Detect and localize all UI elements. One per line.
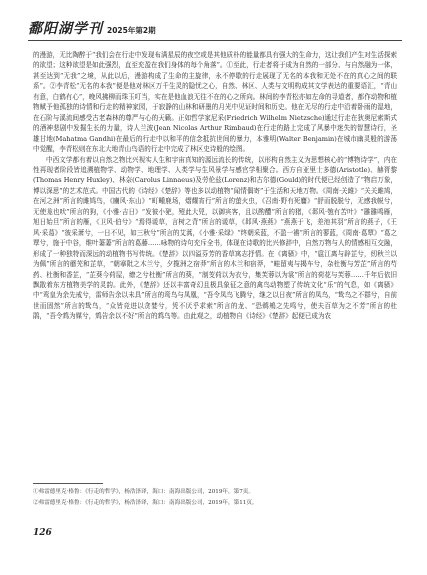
footnote: ②弗雷德里克·格鲁：《行走的哲学》，杨浩泽译，海口：南海出版公司，2019年，第11页。 (33, 500, 258, 506)
running-header (28, 16, 408, 38)
footnotes (33, 487, 397, 509)
paragraph: 的漫游，无比陶醉于“我们会在行走中发现布满星辰的夜空或是其他质朴的能量都具有强大的生命力，这让我们产生对生活探索的欲望；这种欲望是如此强烈，直至充盈在我们身体的每个角落”。①至此，行走者将于成为自然的一部分、与自然融为一体，甚至达到“无我”之境，从此以后，漫游构成了生命的主旋律，永不停歇的行走展现了无名的本我和无处不在的真心之间的联系”。②李青松“无名的本我”便是他对林区万千生灵的隐忧之心，自然、林区、人类与文明构成其文学表达的重要语汇，“青山有意，白鹤有心”，晚风拂柳而珠玉叮当，实在是他血浪无往不在的心之所向。林间的李青松亦如左命的寻道者，都作动物和植物赋予他孤独的诗情和行走的精神家园，于寂静的山林和研墨的月光中见证时间和历史。他在无尽的行走中沿着卧雨的湿地，在石阶与溪流间感受古老森林的尊严与心的天籁。正如哲学家尼采(Friedrich Wilhelm Nietzsche)通过行走在狄奥尼索斯式的酒神悲剧中发掘生长的力量，诗人兰波(Jean Nicolas Arthur Rimbaud)在行走的路上完成了风暴中迷失的智慧诗行，圣雄甘地(Mahatma Gandhi)在最后的行走中以和平的信念抵抗世间的暴力，本雅明(Walter Benjamin)在城市幽灵般的游荡中觉醒，李青松则在东北大地青山鸟语的行走中完成了林区史诗般的绘图。 (33, 51, 397, 154)
paragraph: 中西文学都有着以自然之物比兴视实人生和宇宙真知的源远流长的传统，以形构自然主义为思想核心的“博物诗学”，内在性再现者阶段皆追溯植物学、动物学、地理学、人类学与生风景学与感官学相聚合。西方自亚里士多德(Aristotle)、赫胥黎(Thomas Henry Huxley)、林奈(Carolus Linnaeus)及劳伦兹(Lorenz)和古尔德(Gould)的时代便已经创造了“物启万象，博以深思”的艺术范式。中国古代的《诗经》《楚辞》等也多以动植物“闻情偶寄”于生活和天地万物。《周南·关雎》“关关雎鸠，在河之洲”所言的雎鸠鸟，《豳风·东山》“町畽鹿场，熠耀宵行”所言的萤火虫，《召南·野有死麕》“舒而脱脱兮，无感我帨兮，无使尨也吠”所言的狗，《小雅·吉日》“发彼小豝，殪此大兕，以御宾客，且以酌醴”所言的猪，《邶风·匏有苦叶》“雝雝鸣雁，旭日始旦”所言的雁，《卫风·伯兮》“焉得谖草，言树之背”所言的谖草，《邶风·燕燕》“燕燕于飞，差池其羽”所言的燕子，《王风·采葛》“彼采萧兮，一日不见，如三秋兮”所言的艾蒿，《小雅·采绿》“终朝采蓝，不盈一襜”所言的蓼蓝，《周南·葛覃》“葛之覃兮，施于中谷，维叶萋萋”所言的葛藤……咏物的诗句充斥全书，体现在诗歌的比兴修辞中，自然万物与人的情感相互交融，形成了一种独特而深远的动植物书写传统。《楚辞》以四溢芬芳的香草寓志抒情。在《离骚》中，“扈江离与辟芷兮，纫秋兰以为佩”所言的蘼芜和芷草，“朝搴阰之木兰兮，夕揽洲之宿莽”所言的木兰和宿莽，“畦留夷与揭车兮，杂杜衡与芳芷”所言的芍药、杜衡和香芷，“芷葵今荷屋，缭之兮杜衡”所言的葵，“制芰荷以为衣兮，集芙蓉以为裳”所言的荷花与芙蓉……千年后依旧飘散着东方植物美学的灵韵。此外，《楚辞》还以丰富奇幻且极具象征之意的禽鸟动物塑了传统文化“乐”的气息，如《离骚》中“鸾皇为余先戒兮，雷师告余以未具”所言的鸾鸟与凤凰，“吾令凤鸟飞腾兮，继之以日夜”所言的凤鸟，“鸷鸟之不群兮，自前世而固然”所言的鸷鸟，“众皆竞进以贪婪兮，凭不厌乎求索”所言的龙、“恐鹈鴂之先鸣兮，使夫百草为之不芳”所言的杜鹃，“吾令鸩为媒兮，鸩告余以不好”所言的鸩鸟等。由此观之，动植物自《诗经》《楚辞》起便已成为农 (33, 155, 397, 321)
page-number: 126 (33, 528, 52, 538)
journal-name: 鄱阳湖学刊 (28, 21, 103, 37)
footnote-rule (33, 483, 103, 484)
issue-label: 2025年第2期 (107, 26, 156, 35)
footnote: ①弗雷德里克·格鲁：《行走的哲学》，杨浩泽译，海口：南海出版公司，2019年，第7页。 (33, 489, 254, 495)
header-rule (28, 40, 402, 41)
article-body (33, 50, 397, 322)
